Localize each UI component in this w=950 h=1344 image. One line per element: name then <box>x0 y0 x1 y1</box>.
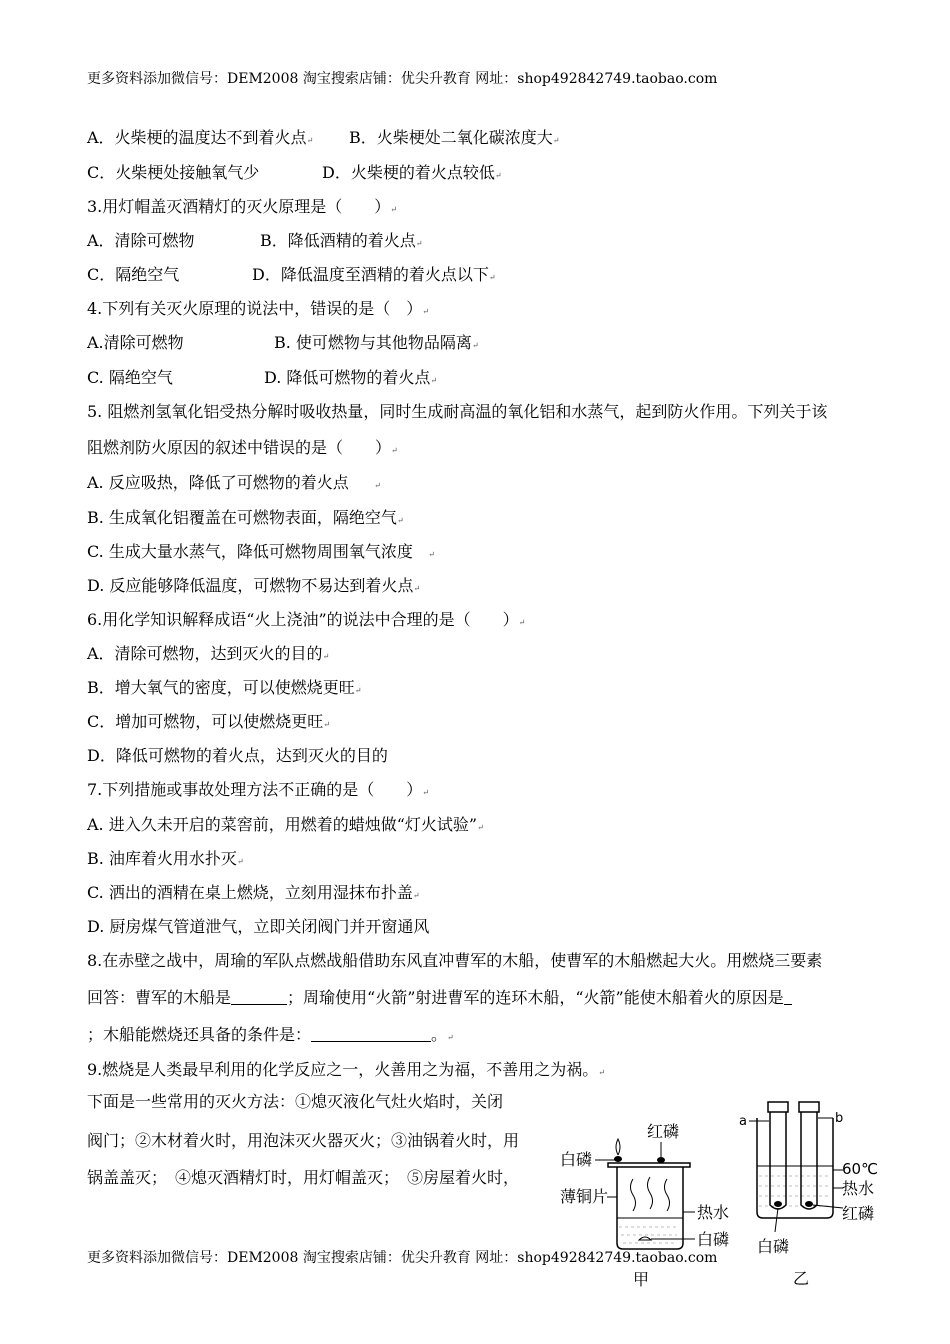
q8-line3: ；木船能燃烧还具备的条件是： 。↵ <box>87 1025 454 1044</box>
q3-option-c: C．隔绝空气 <box>87 265 180 284</box>
red-phosphorus-yi-shape <box>805 1201 813 1207</box>
q4-option-d: D. 降低可燃物的着火点↵ <box>264 368 438 387</box>
copper-sheet-shape <box>608 1163 690 1167</box>
q5-option-d: D. 反应能够降低温度，可燃物不易达到着火点↵ <box>87 576 421 595</box>
q8-blank-1[interactable] <box>231 988 287 1005</box>
q4-options-row1 <box>87 333 479 353</box>
q7-option-b: B. 油库着火用水扑灭↵ <box>87 849 244 868</box>
label-white-phosphorus-bottom: 白磷 <box>697 1230 730 1249</box>
q9-paragraph-line3: 锅盖盖灭； ④熄灭酒精灯时，用灯帽盖灭； ⑤房屋着火时， <box>87 1168 520 1187</box>
q3-stem: 3.用灯帽盖灭酒精灯的灭火原理是（ ）↵ <box>87 197 397 216</box>
q2-option-b: B．火柴梗处二氧化碳浓度大↵ <box>349 128 560 147</box>
label-a: a <box>739 1114 747 1129</box>
white-phosphorus-top-shape <box>614 1156 622 1162</box>
label-red-phosphorus: 红磷 <box>647 1122 680 1141</box>
q4-options-row2 <box>87 368 438 388</box>
stopper-a <box>768 1102 788 1112</box>
label-hot-water-jia: 热水 <box>697 1203 730 1222</box>
label-red-phosphorus-yi: 红磷 <box>842 1204 875 1223</box>
label-hot-water-yi: 热水 <box>842 1179 875 1198</box>
q5-option-a: A. 反应吸热，降低了可燃物的着火点 ↵ <box>87 473 381 492</box>
q7-stem: 7.下列措施或事故处理方法不正确的是（ ）↵ <box>87 780 429 799</box>
q8-line1: 8.在赤壁之战中，周瑜的军队点燃战船借助东风直冲曹军的木船，使曹军的木船燃起大火。用燃烧三要素 <box>87 951 823 970</box>
q9-paragraph-line1: 下面是一些常用的灭火方法：①熄灭液化气灶火焰时，关闭 <box>87 1092 504 1111</box>
white-phosphorus-water-shape <box>639 1237 651 1240</box>
q2-option-a: A．火柴梗的温度达不到着火点 <box>87 128 307 147</box>
q8-blank-2[interactable] <box>784 988 792 1005</box>
q7-option-a: A. 进入久未开启的菜窖前，用燃着的蜡烛做“灯火试验”↵ <box>87 815 484 834</box>
q8-line2: 回答：曹军的木船是 ；周瑜使用“火箭”射进曹军的连环木船，“火箭”能使木船着火的原因是 <box>87 988 792 1008</box>
label-white-phosphorus-top: 白磷 <box>560 1150 593 1169</box>
label-temperature: 60℃ <box>842 1160 878 1178</box>
q9-stem: 9.燃烧是人类最早利用的化学反应之一，火善用之为福，不善用之为祸。↵ <box>87 1060 605 1079</box>
q3-option-d: D．降低温度至酒精的着火点以下↵ <box>252 265 496 284</box>
figure-yi <box>735 1100 890 1290</box>
q6-option-a: A．清除可燃物，达到灭火的目的↵ <box>87 644 330 663</box>
q3-option-a: A．清除可燃物 <box>87 231 195 250</box>
q5-stem-line2: 阻燃剂防火原因的叙述中错误的是（ ）↵ <box>87 438 398 457</box>
page-footer: 更多资料添加微信号：DEM2008 淘宝搜索店铺：优尖升教育 网址：shop492842749.taobao.com <box>87 1250 718 1266</box>
red-phosphorus-shape <box>657 1157 665 1163</box>
q4-option-c: C. 隔绝空气 <box>87 368 173 387</box>
q2-options-row2 <box>87 163 502 183</box>
q6-option-d: D．降低可燃物的着火点，达到灭火的目的 <box>87 746 388 765</box>
flame-shape <box>616 1139 620 1155</box>
q2-options-row1: A．火柴梗的温度达不到着火点↵ B．火柴梗处二氧化碳浓度大↵ <box>87 128 313 151</box>
test-tube-b <box>801 1112 817 1209</box>
page-header: 更多资料添加微信号：DEM2008 淘宝搜索店铺：优尖升教育 网址：shop492842749.taobao.com <box>87 71 718 87</box>
q4-option-b: B. 使可燃物与其他物品隔离↵ <box>274 333 479 352</box>
q6-option-c: C．增加可燃物，可以使燃烧更旺↵ <box>87 712 330 731</box>
q3-options-row2 <box>87 265 496 285</box>
label-copper-sheet: 薄铜片 <box>560 1187 609 1206</box>
q5-option-c: C. 生成大量水蒸气，降低可燃物周围氧气浓度 ↵ <box>87 542 435 561</box>
q7-option-d: D. 厨房煤气管道泄气，立即关闭阀门并开窗通风 <box>87 917 430 936</box>
q3-options-row1 <box>87 231 423 251</box>
q3-option-b: B．降低酒精的着火点↵ <box>260 231 423 250</box>
q2-option-d: D．火柴梗的着火点较低↵ <box>322 163 502 182</box>
q8-blank-3[interactable] <box>311 1025 431 1042</box>
label-b: b <box>835 1111 844 1126</box>
caption-jia: 甲 <box>633 1270 650 1289</box>
vapor-lines <box>631 1177 670 1211</box>
q7-option-c: C. 洒出的酒精在桌上燃烧，立刻用湿抹布扑盖↵ <box>87 883 420 902</box>
q4-stem: 4.下列有关灭火原理的说法中，错误的是（ ）↵ <box>87 299 429 318</box>
q4-option-a: A.清除可燃物 <box>87 333 184 352</box>
q2-option-c: C．火柴梗处接触氧气少 <box>87 163 260 182</box>
q6-option-b: B．增大氧气的密度，可以使燃烧更旺↵ <box>87 678 362 697</box>
q6-stem: 6.用化学知识解释成语“火上浇油”的说法中合理的是（ ）↵ <box>87 610 526 629</box>
q5-stem-line1: 5. 阻燃剂氢氧化铝受热分解时吸收热量，同时生成耐高温的氧化铝和水蒸气，起到防火作用。下列关于该 <box>87 402 828 421</box>
caption-yi: 乙 <box>793 1269 810 1288</box>
beaker-jia-shape <box>617 1167 683 1249</box>
q5-option-b: B. 生成氧化铝覆盖在可燃物表面，隔绝空气↵ <box>87 508 404 527</box>
white-phosphorus-yi-shape <box>774 1201 782 1207</box>
test-tube-a <box>770 1112 786 1209</box>
label-white-phosphorus-yi: 白磷 <box>757 1237 790 1256</box>
q9-paragraph-line2: 阀门；②木材着火时，用泡沫灭火器灭火；③油锅着火时，用 <box>87 1131 520 1150</box>
beaker-yi-shape <box>757 1118 833 1218</box>
stopper-b <box>799 1102 819 1112</box>
